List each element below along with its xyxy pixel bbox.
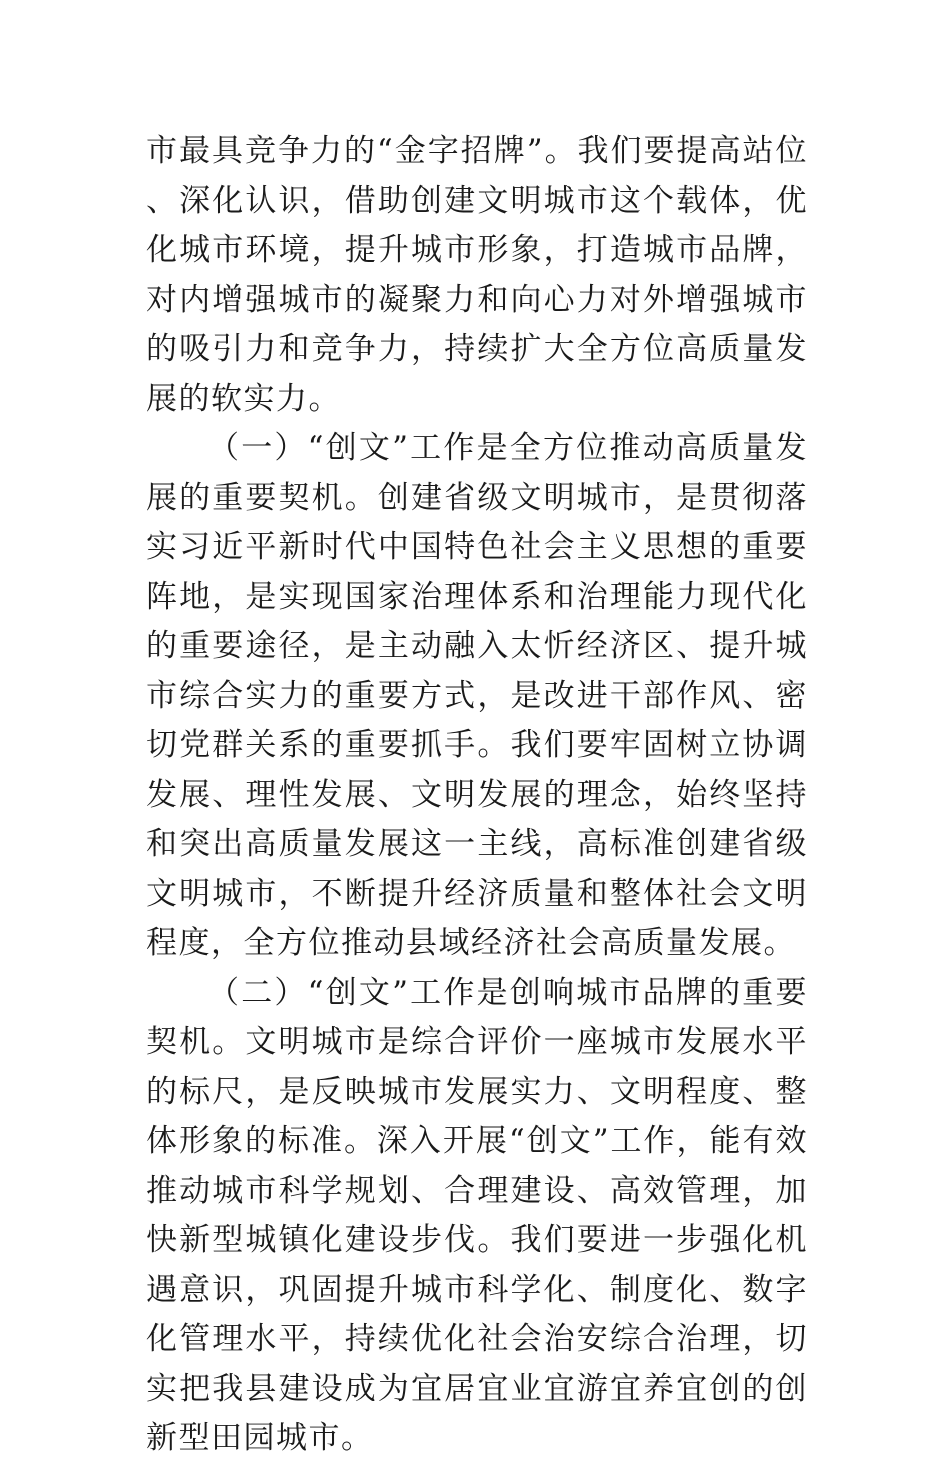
paragraph-section-one: （一）“创文”工作是全方位推动高质量发展的重要契机。创建省级文明城市，是贯彻落实习近平新时代中国特色社会主义思想的重要阵地，是实现国家治理体系和治理能力现代化的重要途径，是主动融入太忻经济区、提升城市综合实力的重要方式，是改进干部作风、密切党群关系的重要抓手。我们要牢固树立协调发展、理性发展、文明发展的理念，始终坚持和突出高质量发展这一主线，高标准创建省级文明城市，不断提升经济质量和整体社会文明程度，全方位推动县域经济社会高质量发展。	[146, 430, 808, 961]
document-body	[146, 127, 808, 1464]
paragraph-section-two: （二）“创文”工作是创响城市品牌的重要契机。文明城市是综合评价一座城市发展水平的标尺，是反映城市发展实力、文明程度、整体形象的标准。深入开展“创文”工作，能有效推动城市科学规划、合理建设、高效管理，加快新型城镇化建设步伐。我们要进一步强化机遇意识，巩固提升城市科学化、制度化、数字化管理水平，持续优化社会治安综合治理，切实把我县建设成为宜居宜业宜游宜养宜创的创新型田园城市。	[146, 974, 808, 1456]
paragraph-continuation: 市最具竞争力的“金字招牌”。我们要提高站位、深化认识，借助创建文明城市这个载体，优化城市环境，提升城市形象，打造城市品牌，对内增强城市的凝聚力和向心力对外增强城市的吸引力和竞争力，持续扩大全方位高质量发展的软实力。	[146, 133, 808, 417]
